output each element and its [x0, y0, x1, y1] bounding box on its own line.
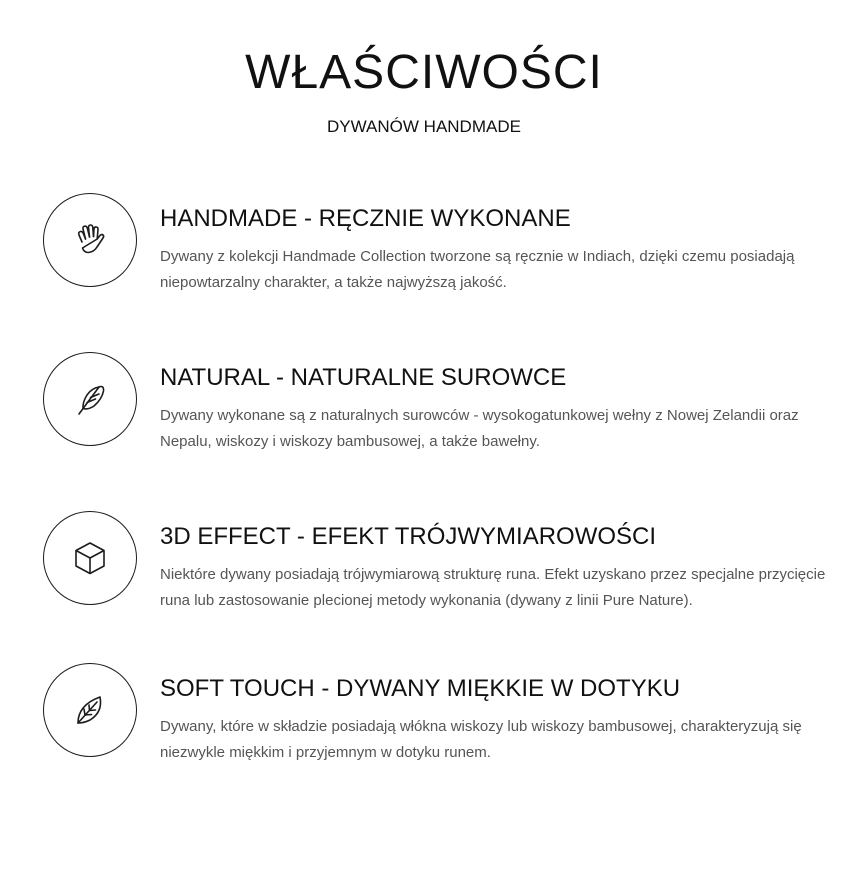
- feature-description: Dywany wykonane są z naturalnych surowców - wysokogatunkowej wełny z Nowej Zelandii oraz Nepalu, wiskozy i wiskozy bambusowej, a także bawełny.: [160, 407, 799, 450]
- feature-soft-touch: [0, 663, 848, 803]
- feature-natural: [0, 352, 848, 492]
- feature-title: SOFT TOUCH - DYWANY MIĘKKIE W DOTYKU: [160, 675, 681, 702]
- cube-icon: [43, 511, 137, 605]
- feature-title: HANDMADE - RĘCZNIE WYKONANE: [160, 205, 571, 232]
- leaf-icon: [43, 663, 137, 757]
- page-title: WŁAŚCIWOŚCI: [245, 46, 603, 99]
- page-subtitle: DYWANÓW HANDMADE: [327, 117, 521, 136]
- feature-description: Dywany z kolekcji Handmade Collection tworzone są ręcznie w Indiach, dzięki czemu posiadają niepowtarzalny charakter, a także najwyższą jakość.: [160, 248, 795, 291]
- feature-handmade: [0, 193, 848, 333]
- feature-description: Dywany, które w składzie posiadają włókna wiskozy lub wiskozy bambusowej, charakteryzują się niezwykle miękkim i przyjemnym w dotyku runem.: [160, 718, 802, 761]
- hand-icon: [43, 193, 137, 287]
- feature-3d-effect: [0, 511, 848, 651]
- feather-icon: [43, 352, 137, 446]
- feature-description: Niektóre dywany posiadają trójwymiarową strukturę runa. Efekt uzyskano przez specjalne przycięcie runa lub zastosowanie plecionej metody wykonania (dywany z linii Pure Nature).: [160, 566, 826, 609]
- feature-title: 3D EFFECT - EFEKT TRÓJWYMIAROWOŚCI: [160, 523, 657, 550]
- feature-title: NATURAL - NATURALNE SUROWCE: [160, 364, 567, 391]
